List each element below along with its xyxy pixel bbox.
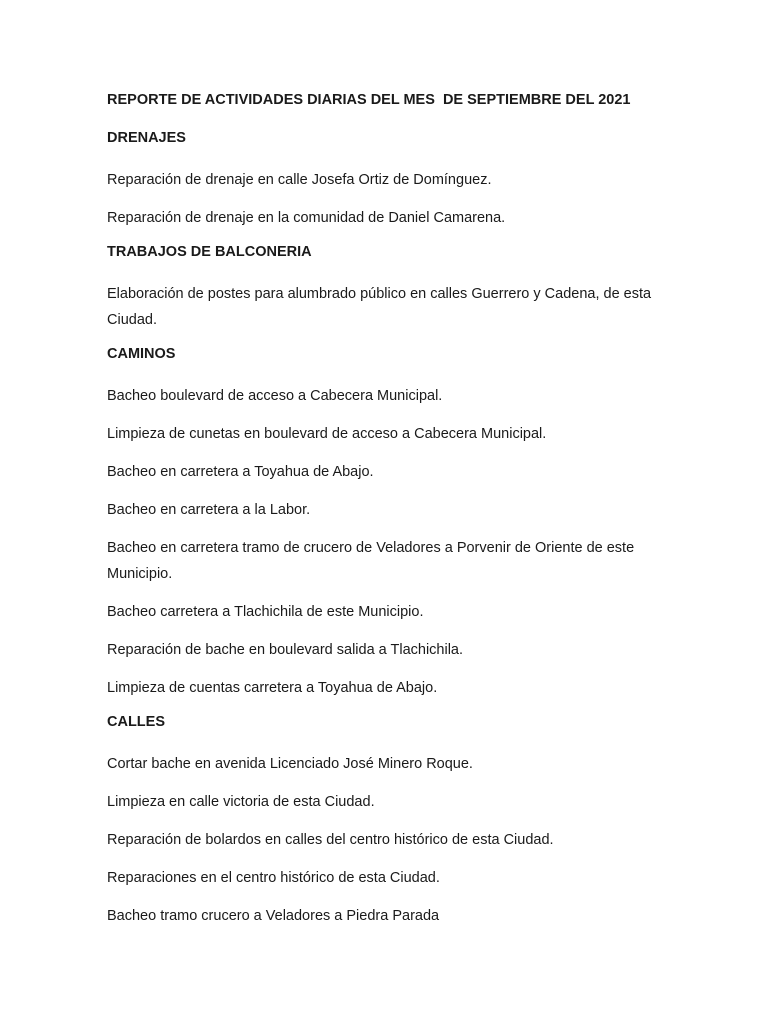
activity-item: Bacheo en carretera tramo de crucero de Veladores a Porvenir de Oriente de este Municipio. <box>107 540 635 582</box>
section-calles <box>107 713 687 929</box>
document-page <box>107 91 687 941</box>
document-title: REPORTE DE ACTIVIDADES DIARIAS DEL MES DE SEPTIEMBRE DEL 2021 <box>107 92 631 108</box>
section-trabajos-de-balconeria <box>107 243 687 333</box>
activity-item: Elaboración de postes para alumbrado público en calles Guerrero y Cadena, de esta Ciudad. <box>107 286 652 328</box>
activity-item: Limpieza en calle victoria de esta Ciudad. <box>107 794 375 810</box>
section-caminos <box>107 345 687 701</box>
activity-item: Reparación de bache en boulevard salida a Tlachichila. <box>107 642 464 658</box>
activity-item: Reparación de drenaje en calle Josefa Ortiz de Domínguez. <box>107 172 492 188</box>
section-heading: DRENAJES <box>107 130 186 146</box>
activity-item: Bacheo tramo crucero a Veladores a Piedra Parada <box>107 908 440 924</box>
activity-item: Cortar bache en avenida Licenciado José Minero Roque. <box>107 756 473 772</box>
activity-item: Limpieza de cuentas carretera a Toyahua de Abajo. <box>107 680 438 696</box>
activity-item: Bacheo carretera a Tlachichila de este Municipio. <box>107 604 424 620</box>
section-heading: CAMINOS <box>107 346 176 362</box>
activity-item: Limpieza de cunetas en boulevard de acceso a Cabecera Municipal. <box>107 426 547 442</box>
section-drenajes <box>107 129 687 231</box>
activity-item: Reparación de drenaje en la comunidad de Daniel Camarena. <box>107 210 506 226</box>
activity-item: Reparaciones en el centro histórico de esta Ciudad. <box>107 870 440 886</box>
activity-item: Reparación de bolardos en calles del centro histórico de esta Ciudad. <box>107 832 554 848</box>
section-heading: CALLES <box>107 714 165 730</box>
activity-item: Bacheo en carretera a Toyahua de Abajo. <box>107 464 374 480</box>
section-heading: TRABAJOS DE BALCONERIA <box>107 244 312 260</box>
activity-item: Bacheo boulevard de acceso a Cabecera Municipal. <box>107 388 443 404</box>
activity-item: Bacheo en carretera a la Labor. <box>107 502 311 518</box>
